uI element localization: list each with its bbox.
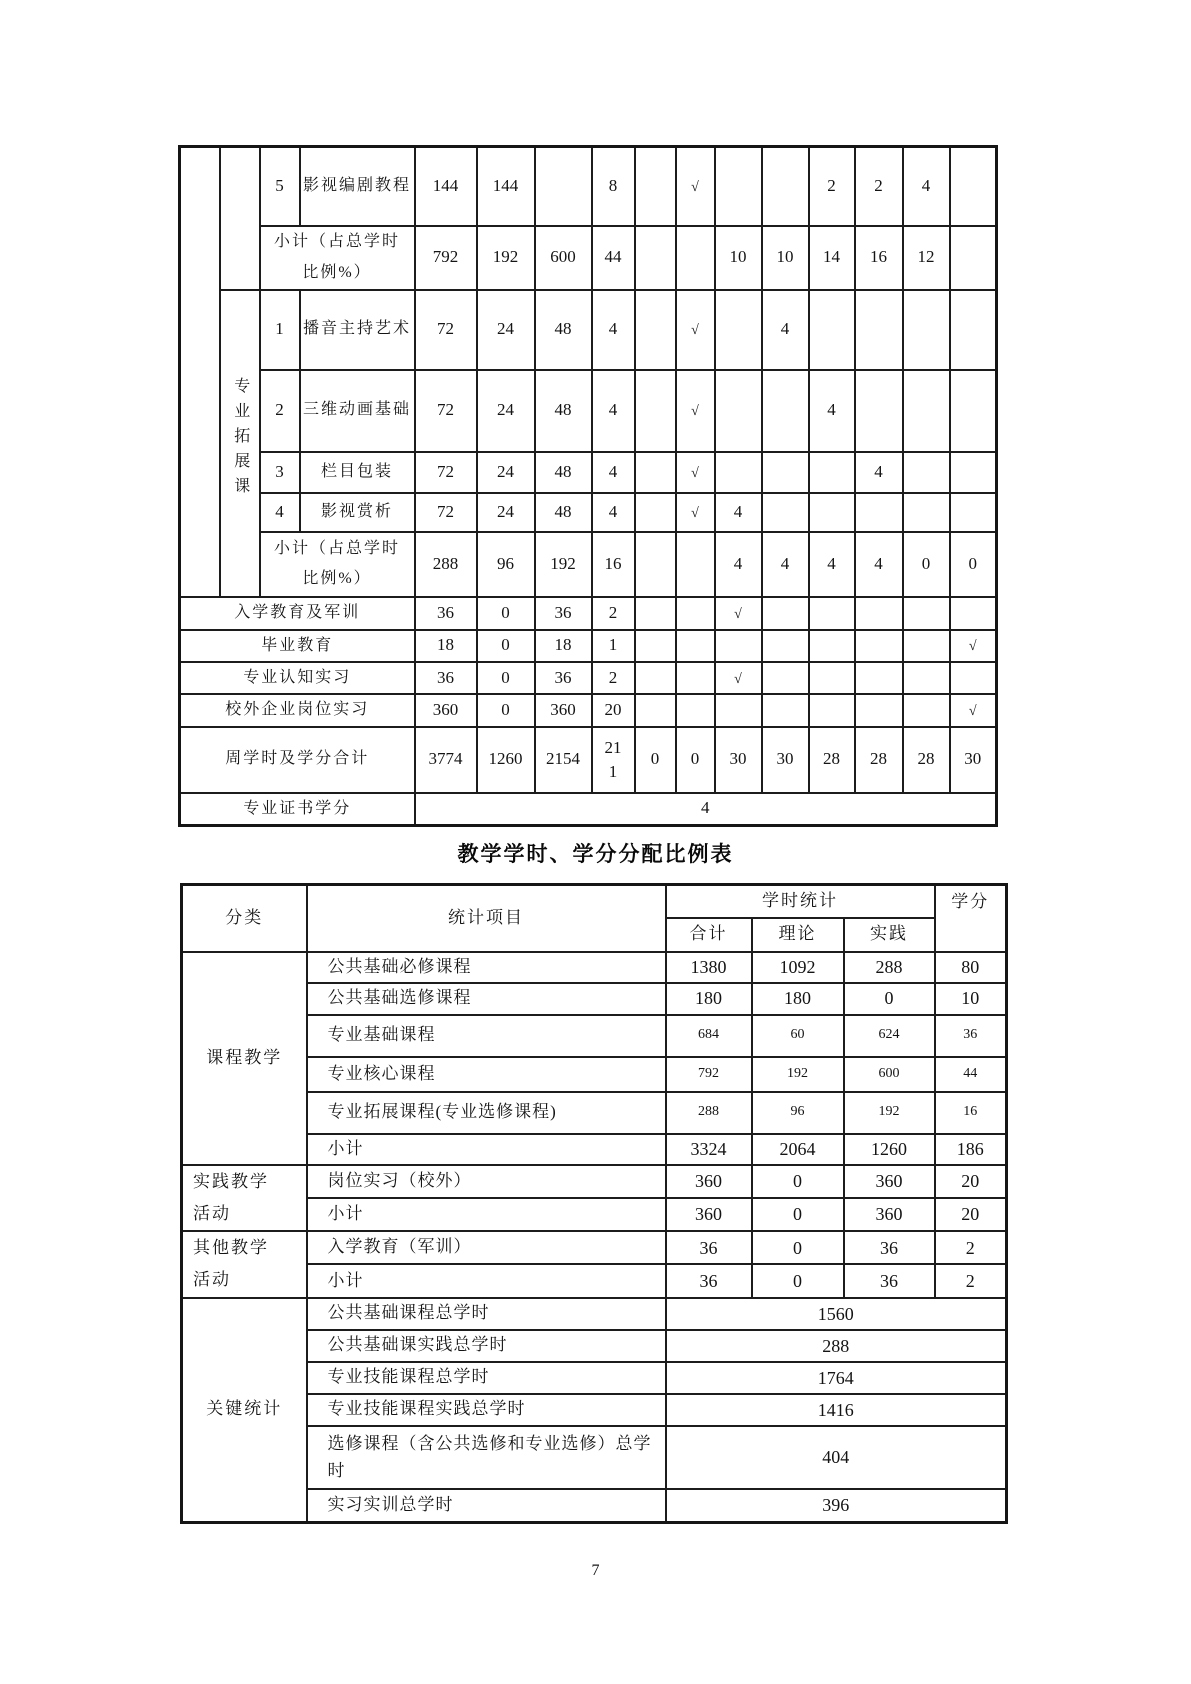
value-cell: 4: [592, 290, 635, 370]
value-cell: 1764: [666, 1362, 1007, 1394]
value-cell: 10: [935, 983, 1007, 1015]
value-cell: 684: [666, 1015, 752, 1057]
empty-cell: [950, 147, 997, 226]
empty-cell: [715, 694, 762, 726]
empty-cell: [950, 290, 997, 370]
value-cell: 36: [844, 1264, 935, 1297]
value-cell: 0: [903, 532, 950, 597]
empty-cell: [715, 630, 762, 662]
empty-cell: [855, 493, 903, 532]
value-cell: 1560: [666, 1298, 1007, 1330]
stat-item-label: 小计: [307, 1134, 666, 1165]
empty-cell: [855, 597, 903, 630]
header-cell: 统计项目: [307, 885, 666, 952]
empty-cell: [635, 597, 676, 630]
value-cell: 0: [635, 727, 676, 793]
subtotal-label: 小计（占总学时比例%）: [260, 226, 415, 290]
row-label: 校外企业岗位实习: [180, 694, 415, 726]
empty-cell: [950, 226, 997, 290]
value-cell: 8: [592, 147, 635, 226]
category-label: 其他教学活动: [182, 1231, 307, 1298]
value-cell: 792: [666, 1057, 752, 1092]
row-label: 毕业教育: [180, 630, 415, 662]
value-cell: 288: [844, 952, 935, 983]
empty-cell: [635, 532, 676, 597]
value-cell: 72: [415, 290, 477, 370]
empty-cell: [635, 226, 676, 290]
course-name: 栏目包装: [300, 452, 415, 493]
empty-cell: [635, 630, 676, 662]
value-cell: 2: [809, 147, 855, 226]
course-name: 影视编剧教程: [300, 147, 415, 226]
value-cell: 4: [809, 532, 855, 597]
empty-cell: [635, 493, 676, 532]
stat-item-label: 实习实训总学时: [307, 1489, 666, 1523]
empty-cell: [762, 147, 809, 226]
value-cell: 18: [415, 630, 477, 662]
course-index: 4: [260, 493, 300, 532]
value-cell: 36: [535, 597, 592, 630]
value-cell: 2: [935, 1264, 1007, 1297]
value-cell: 36: [935, 1015, 1007, 1057]
value-cell: 396: [666, 1489, 1007, 1523]
checkmark: √: [950, 694, 997, 726]
value-cell: 600: [844, 1057, 935, 1092]
empty-cell: [676, 630, 715, 662]
stat-item-label: 小计: [307, 1198, 666, 1231]
page-number: 7: [591, 1562, 600, 1579]
empty-cell: [715, 147, 762, 226]
value-cell: 0: [676, 727, 715, 793]
empty-cell: [809, 630, 855, 662]
empty-cell: [809, 452, 855, 493]
value-cell: 72: [415, 370, 477, 452]
value-cell: 0: [477, 662, 535, 694]
value-cell: 28: [855, 727, 903, 793]
course-name: 三维动画基础: [300, 370, 415, 452]
value-cell: 0: [477, 630, 535, 662]
value-cell: 0: [752, 1231, 844, 1264]
empty-cell: [715, 370, 762, 452]
empty-cell: [676, 662, 715, 694]
value-cell: 4: [592, 493, 635, 532]
value-cell: 4: [715, 493, 762, 532]
empty-cell: [950, 597, 997, 630]
value-cell: 0: [844, 983, 935, 1015]
checkmark: √: [715, 662, 762, 694]
value-cell: 4: [903, 147, 950, 226]
empty-cell: [809, 493, 855, 532]
value-cell: 10: [715, 226, 762, 290]
value-cell: 20: [935, 1198, 1007, 1231]
empty-cell: [855, 290, 903, 370]
value-cell: 14: [809, 226, 855, 290]
value-cell: 624: [844, 1015, 935, 1057]
empty-cell: [635, 370, 676, 452]
checkmark: √: [676, 147, 715, 226]
empty-cell: [809, 597, 855, 630]
value-cell: 186: [935, 1134, 1007, 1165]
value-cell: 1: [592, 630, 635, 662]
value-cell: 24: [477, 493, 535, 532]
course-name: 播音主持艺术: [300, 290, 415, 370]
value-cell: 2154: [535, 727, 592, 793]
checkmark: √: [950, 630, 997, 662]
empty-cell: [762, 452, 809, 493]
stat-item-label: 专业基础课程: [307, 1015, 666, 1057]
course-index: 2: [260, 370, 300, 452]
header-cell: 学分: [935, 885, 1007, 952]
value-cell: 144: [415, 147, 477, 226]
value-cell: 1260: [844, 1134, 935, 1165]
header-cell: 分类: [182, 885, 307, 952]
empty-cell: [635, 147, 676, 226]
stat-item-label: 岗位实习（校外）: [307, 1165, 666, 1198]
value-cell: 36: [415, 597, 477, 630]
empty-cell: [762, 694, 809, 726]
category-label: 关键统计: [182, 1298, 307, 1523]
value-cell: 2: [592, 597, 635, 630]
empty-cell: [635, 452, 676, 493]
empty-cell: [903, 290, 950, 370]
empty-cell: [762, 630, 809, 662]
subtotal-label: 小计（占总学时比例%）: [260, 532, 415, 597]
empty-cell: [809, 694, 855, 726]
value-cell: 180: [752, 983, 844, 1015]
value-cell: 600: [535, 226, 592, 290]
empty-cell: [535, 147, 592, 226]
value-cell: 36: [666, 1231, 752, 1264]
value-cell: 1092: [752, 952, 844, 983]
course-index: 1: [260, 290, 300, 370]
value-cell: 0: [752, 1198, 844, 1231]
empty-cell: [635, 694, 676, 726]
value-cell: 96: [477, 532, 535, 597]
stat-item-label: 公共基础必修课程: [307, 952, 666, 983]
value-cell: 360: [844, 1165, 935, 1198]
value-cell: 360: [666, 1198, 752, 1231]
row-label: 专业证书学分: [180, 793, 415, 826]
header-cell: 合计: [666, 918, 752, 952]
value-cell: 4: [592, 452, 635, 493]
value-cell: 192: [535, 532, 592, 597]
value-cell: 4: [715, 532, 762, 597]
empty-cell: [635, 290, 676, 370]
value-cell: 16: [592, 532, 635, 597]
value-cell: 288: [666, 1092, 752, 1134]
value-cell: 2: [592, 662, 635, 694]
empty-cell: [903, 493, 950, 532]
value-cell: 20: [592, 694, 635, 726]
empty-cell: [809, 662, 855, 694]
stat-item-label: 专业技能课程实践总学时: [307, 1394, 666, 1426]
empty-cell: [715, 452, 762, 493]
hours-credits-allocation-table: [180, 883, 1008, 1524]
value-cell: 30: [762, 727, 809, 793]
value-cell: 360: [666, 1165, 752, 1198]
value-cell: 0: [477, 597, 535, 630]
value-cell: 12: [903, 226, 950, 290]
empty-cell: [635, 662, 676, 694]
value-cell: 0: [477, 694, 535, 726]
empty-cell: [950, 493, 997, 532]
value-cell: 48: [535, 370, 592, 452]
category-label: 实践教学活动: [182, 1165, 307, 1232]
value-cell: 404: [666, 1426, 1007, 1489]
empty-cell: [762, 597, 809, 630]
value-cell: 10: [762, 226, 809, 290]
value-cell: 16: [935, 1092, 1007, 1134]
empty-cell: [855, 370, 903, 452]
stat-item-label: 公共基础课程总学时: [307, 1298, 666, 1330]
group-label-vertical: 专业拓展课: [220, 290, 260, 597]
value-cell: 36: [535, 662, 592, 694]
value-cell: 192: [477, 226, 535, 290]
value-cell: 0: [752, 1165, 844, 1198]
value-cell: 28: [809, 727, 855, 793]
row-label: 周学时及学分合计: [180, 727, 415, 793]
value-cell: 0: [752, 1264, 844, 1297]
empty-cell: [762, 370, 809, 452]
value-cell: 36: [666, 1264, 752, 1297]
value-cell: 4: [855, 532, 903, 597]
value-cell: 28: [903, 727, 950, 793]
value-cell: 1416: [666, 1394, 1007, 1426]
value-cell: 144: [477, 147, 535, 226]
value-cell: 2: [935, 1231, 1007, 1264]
value-cell: 360: [535, 694, 592, 726]
value-cell: 1260: [477, 727, 535, 793]
empty-cell: [676, 694, 715, 726]
empty-cell: [903, 630, 950, 662]
value-cell: 288: [415, 532, 477, 597]
value-cell: 192: [752, 1057, 844, 1092]
value-cell: 48: [535, 290, 592, 370]
checkmark: √: [715, 597, 762, 630]
value-cell: 24: [477, 290, 535, 370]
value-cell: 44: [592, 226, 635, 290]
empty-cell: [855, 630, 903, 662]
value-cell: 24: [477, 452, 535, 493]
course-name: 影视赏析: [300, 493, 415, 532]
value-cell: 4: [855, 452, 903, 493]
category-spacer: [180, 147, 220, 597]
course-index: 5: [260, 147, 300, 226]
empty-cell: [950, 452, 997, 493]
value-cell: 44: [935, 1057, 1007, 1092]
empty-cell: [676, 532, 715, 597]
value-cell: 16: [855, 226, 903, 290]
course-index: 3: [260, 452, 300, 493]
value-cell: 48: [535, 452, 592, 493]
value-cell: 360: [844, 1198, 935, 1231]
table2-title: 教学学时、学分分配比例表: [457, 842, 734, 866]
value-cell: 36: [844, 1231, 935, 1264]
certificate-credit-value: 4: [415, 793, 997, 826]
value-cell: 18: [535, 630, 592, 662]
empty-cell: [903, 597, 950, 630]
stat-item-label: 小计: [307, 1264, 666, 1297]
empty-cell: [762, 493, 809, 532]
checkmark: √: [676, 493, 715, 532]
empty-cell: [855, 694, 903, 726]
header-cell: 理论: [752, 918, 844, 952]
stat-item-label: 公共基础课实践总学时: [307, 1330, 666, 1362]
empty-cell: [676, 226, 715, 290]
value-cell: 792: [415, 226, 477, 290]
empty-cell: [903, 452, 950, 493]
empty-cell: [809, 290, 855, 370]
empty-cell: [903, 694, 950, 726]
empty-cell: [903, 370, 950, 452]
category-label: 课程教学: [182, 952, 307, 1165]
value-cell: 1380: [666, 952, 752, 983]
value-cell: 3324: [666, 1134, 752, 1165]
value-cell: 36: [415, 662, 477, 694]
value-cell: 72: [415, 452, 477, 493]
empty-cell: [950, 662, 997, 694]
stat-item-label: 选修课程（含公共选修和专业选修）总学时: [307, 1426, 666, 1489]
checkmark: √: [676, 290, 715, 370]
stat-item-label: 入学教育（军训）: [307, 1231, 666, 1264]
value-cell: 2: [855, 147, 903, 226]
value-cell: 30: [715, 727, 762, 793]
value-cell: 4: [809, 370, 855, 452]
value-cell: 360: [415, 694, 477, 726]
value-cell: 288: [666, 1330, 1007, 1362]
value-cell: 3774: [415, 727, 477, 793]
value-cell: 48: [535, 493, 592, 532]
value-cell: 0: [950, 532, 997, 597]
value-cell: 60: [752, 1015, 844, 1057]
value-cell: 2064: [752, 1134, 844, 1165]
value-cell: 20: [935, 1165, 1007, 1198]
stat-item-label: 专业拓展课程(专业选修课程): [307, 1092, 666, 1134]
row-label: 入学教育及军训: [180, 597, 415, 630]
value-cell: 192: [844, 1092, 935, 1134]
header-cell: 学时统计: [666, 885, 935, 918]
stat-item-label: 专业技能课程总学时: [307, 1362, 666, 1394]
value-cell: 80: [935, 952, 1007, 983]
row-label: 专业认知实习: [180, 662, 415, 694]
value-cell: 4: [762, 532, 809, 597]
checkmark: √: [676, 370, 715, 452]
value-cell: 30: [950, 727, 997, 793]
group-spacer: [220, 147, 260, 290]
header-cell: 实践: [844, 918, 935, 952]
value-cell: 24: [477, 370, 535, 452]
empty-cell: [762, 662, 809, 694]
curriculum-continuation-table: [178, 145, 998, 827]
value-cell: 4: [762, 290, 809, 370]
value-cell: 72: [415, 493, 477, 532]
empty-cell: [715, 290, 762, 370]
empty-cell: [676, 597, 715, 630]
value-cell: 96: [752, 1092, 844, 1134]
stat-item-label: 专业核心课程: [307, 1057, 666, 1092]
empty-cell: [855, 662, 903, 694]
value-cell: 180: [666, 983, 752, 1015]
value-cell: 211: [592, 727, 635, 793]
value-cell: 4: [592, 370, 635, 452]
empty-cell: [950, 370, 997, 452]
checkmark: √: [676, 452, 715, 493]
stat-item-label: 公共基础选修课程: [307, 983, 666, 1015]
empty-cell: [903, 662, 950, 694]
